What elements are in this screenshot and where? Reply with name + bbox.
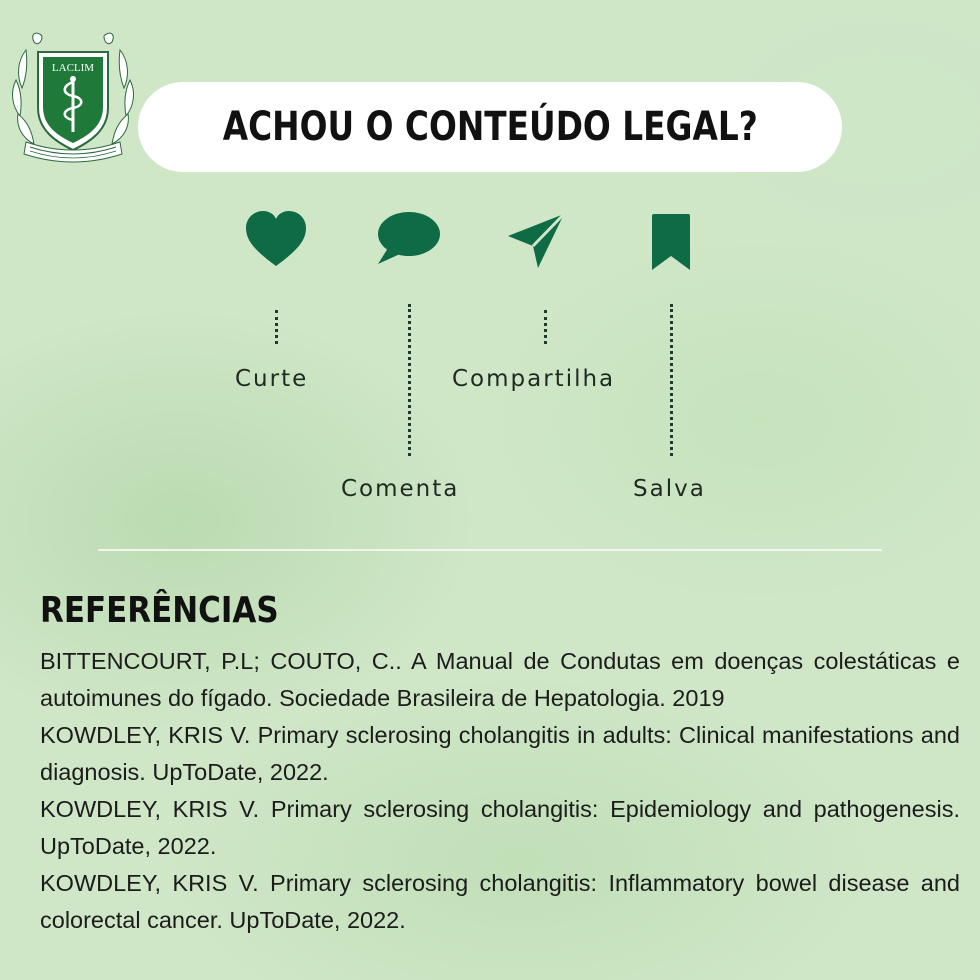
- bookmark-icon[interactable]: [650, 212, 692, 272]
- curte-connector: [275, 310, 278, 344]
- page-title: ACHOU O CONTEÚDO LEGAL?: [222, 104, 758, 150]
- label-salva: Salva: [633, 476, 706, 502]
- references-list: [40, 643, 960, 939]
- heart-icon[interactable]: [244, 210, 308, 268]
- references-heading: REFERÊNCIAS: [40, 590, 279, 631]
- speech-bubble-icon[interactable]: [378, 212, 440, 264]
- label-compartilha: Compartilha: [452, 366, 616, 392]
- section-divider: [98, 549, 882, 551]
- title-pill: [138, 82, 842, 172]
- reference-item: KOWDLEY, KRIS V. Primary sclerosing cholangitis: Inflammatory bowel disease and colorectal cancer. UpToDate, 2022.: [40, 870, 960, 933]
- salva-connector: [670, 304, 673, 456]
- reference-item: KOWDLEY, KRIS V. Primary sclerosing cholangitis in adults: Clinical manifestations and diagnosis. UpToDate, 2022.: [40, 722, 960, 785]
- label-comenta: Comenta: [341, 476, 460, 502]
- label-curte: Curte: [235, 366, 309, 392]
- comenta-connector: [408, 304, 411, 456]
- laclim-logo: [8, 30, 138, 166]
- paper-plane-icon[interactable]: [506, 212, 566, 270]
- compartilha-connector: [544, 310, 547, 344]
- logo-text: LACLIM: [51, 62, 95, 74]
- reference-item: BITTENCOURT, P.L; COUTO, C.. A Manual de Condutas em doenças colestáticas e autoimunes do fígado. Sociedade Brasileira de Hepatologia. 2019: [40, 648, 960, 711]
- reference-item: KOWDLEY, KRIS V. Primary sclerosing cholangitis: Epidemiology and pathogenesis. UpToDate, 2022.: [40, 796, 960, 859]
